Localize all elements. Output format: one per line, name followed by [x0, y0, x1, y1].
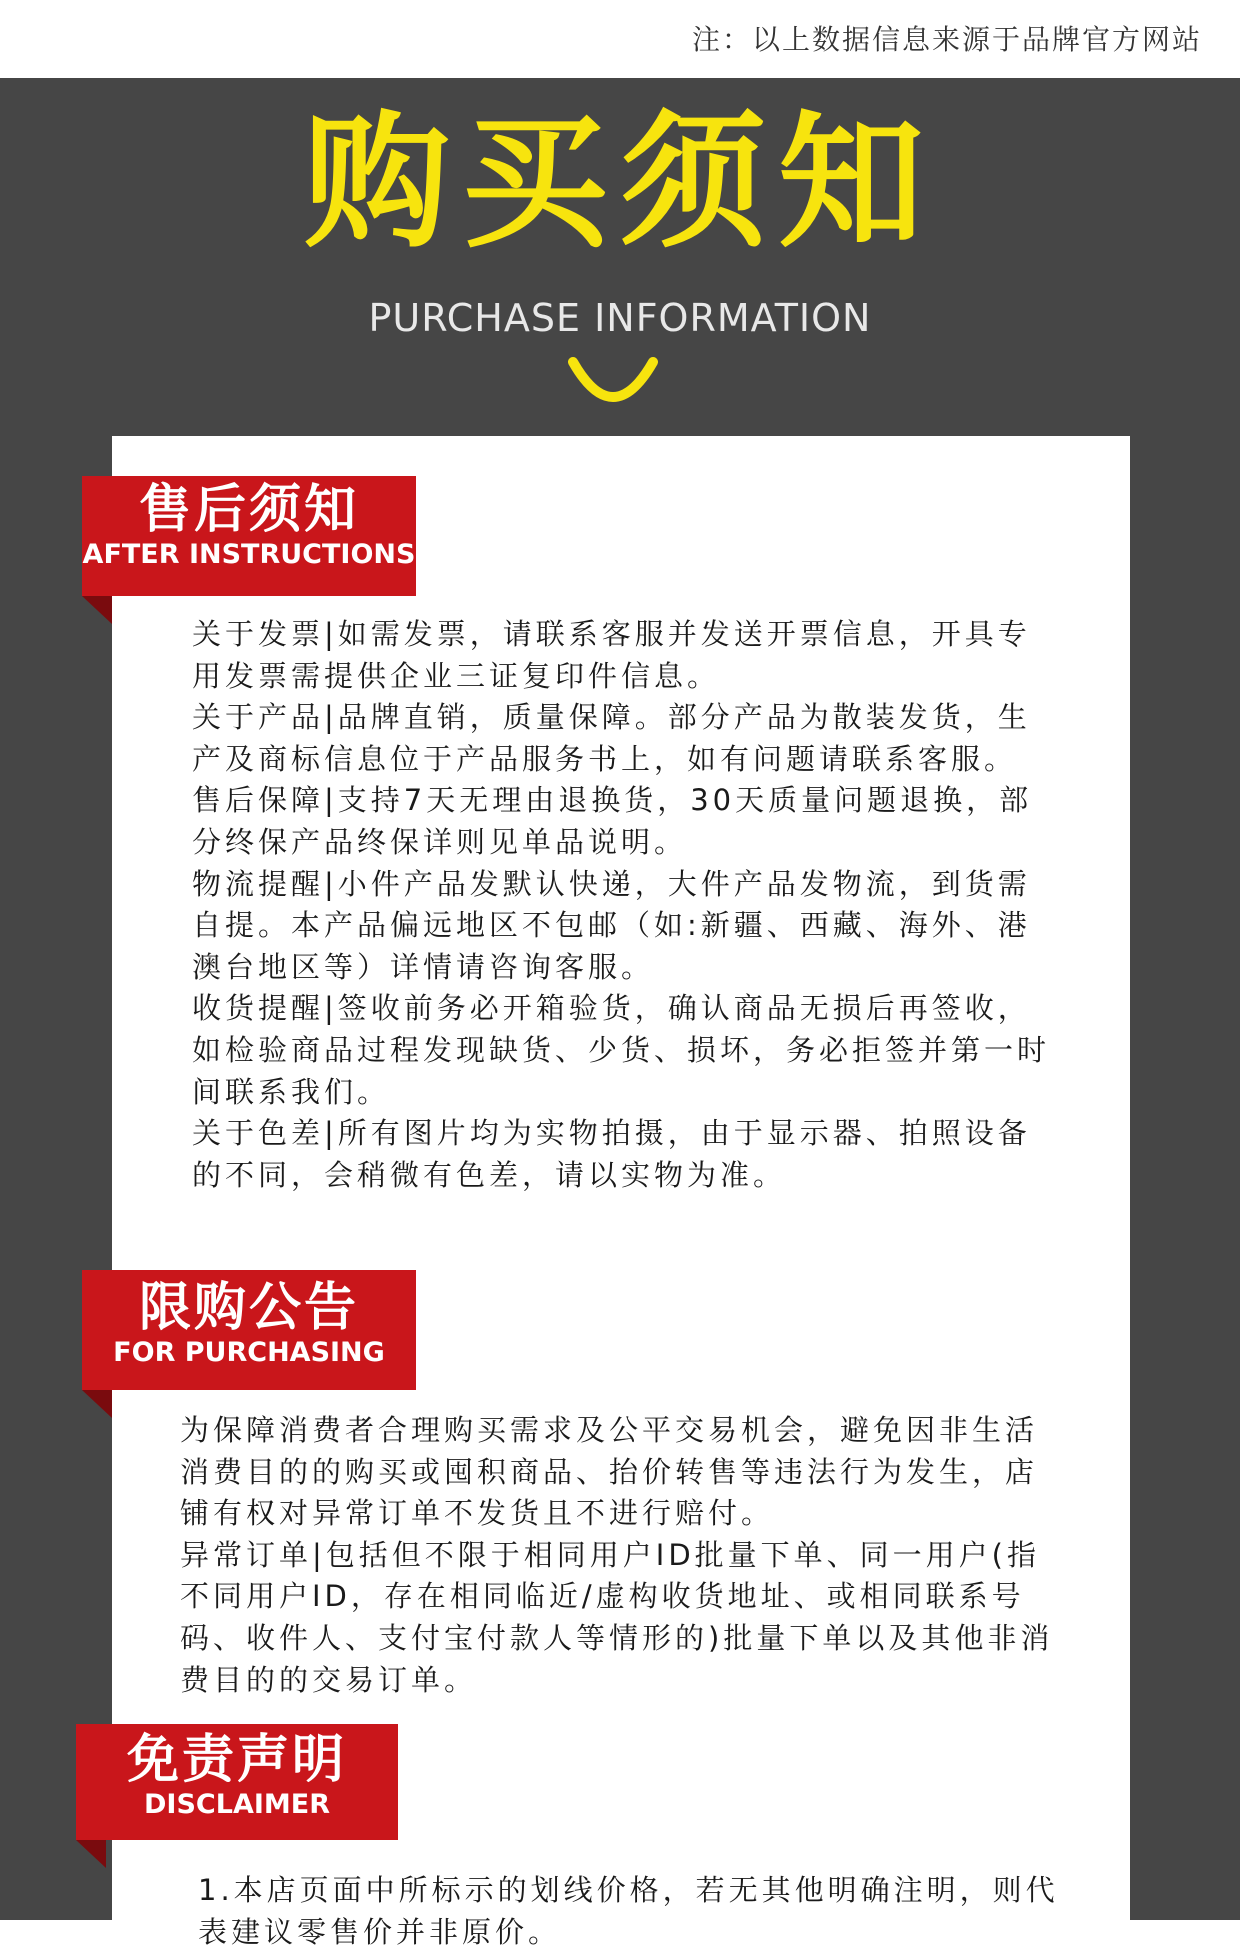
smile-arc-icon — [565, 354, 661, 410]
page-title: 购买须知 — [304, 98, 936, 268]
section-body-after-sales — [192, 614, 1062, 1196]
section-tag-after-sales — [82, 476, 416, 596]
paragraph-limit-policy: 为保障消费者合理购买需求及公平交易机会，避免因非生活消费目的的购买或囤积商品、抬价转售等违法行为发生，店铺有权对异常订单不发货且不进行赔付。 — [180, 1413, 1039, 1531]
paragraph-abnormal-orders: 异常订单|包括但不限于相同用户ID批量下单、同一用户(指不同用户ID，存在相同临近/虚构收货地址、或相同联系号码、收件人、支付宝付款人等情形的)批量下单以及其他非消费目的的交易订单。 — [180, 1537, 1054, 1697]
section-title-cn: 免责声明 — [126, 1730, 347, 1790]
paragraph-product: 关于产品|品牌直销，质量保障。部分产品为散装发货，生产及商标信息位于产品服务书上，如有问题请联系客服。 — [192, 700, 1031, 776]
page-subtitle: PURCHASE INFORMATION — [368, 296, 872, 340]
paragraph-color: 关于色差|所有图片均为实物拍摄，由于显示器、拍照设备的不同，会稍微有色差，请以实物为准。 — [192, 1116, 1031, 1192]
tag-fold — [76, 1840, 106, 1868]
source-note-bar — [0, 0, 1240, 78]
section-tag-purchase-limit — [82, 1270, 416, 1390]
section-title-en: AFTER INSTRUCTIONS — [82, 539, 416, 571]
tag-fold — [82, 1390, 112, 1418]
section-title-en: FOR PURCHASING — [113, 1337, 385, 1369]
section-title-cn: 限购公告 — [138, 1278, 359, 1338]
paragraph-guarantee: 售后保障|支持7天无理由退换货，30天质量问题退换，部分终保产品终保详则见单品说明。 — [192, 783, 1033, 859]
section-title-cn: 售后须知 — [138, 480, 359, 540]
section-body-purchase-limit — [180, 1410, 1060, 1701]
source-note: 注：以上数据信息来源于品牌官方网站 — [691, 23, 1202, 56]
section-body-disclaimer — [198, 1870, 1068, 1953]
paragraph-disclaimer-1: 1.本店页面中所标示的划线价格，若无其他明确注明，则代表建议零售价并非原价。 — [198, 1873, 1059, 1949]
section-tag-disclaimer — [76, 1724, 398, 1840]
tag-fold — [82, 596, 112, 624]
section-title-en: DISCLAIMER — [144, 1789, 330, 1821]
paragraph-receipt: 收货提醒|签收前务必开箱验货，确认商品无损后再签收，如检验商品过程发现缺货、少货、损坏，务必拒签并第一时间联系我们。 — [192, 991, 1051, 1109]
paragraph-invoice: 关于发票|如需发票，请联系客服并发送开票信息，开具专用发票需提供企业三证复印件信息。 — [192, 617, 1031, 693]
paragraph-logistics: 物流提醒|小件产品发默认快递，大件产品发物流，到货需自提。本产品偏远地区不包邮（如:新疆、西藏、海外、港澳台地区等）详情请咨询客服。 — [192, 866, 1031, 984]
